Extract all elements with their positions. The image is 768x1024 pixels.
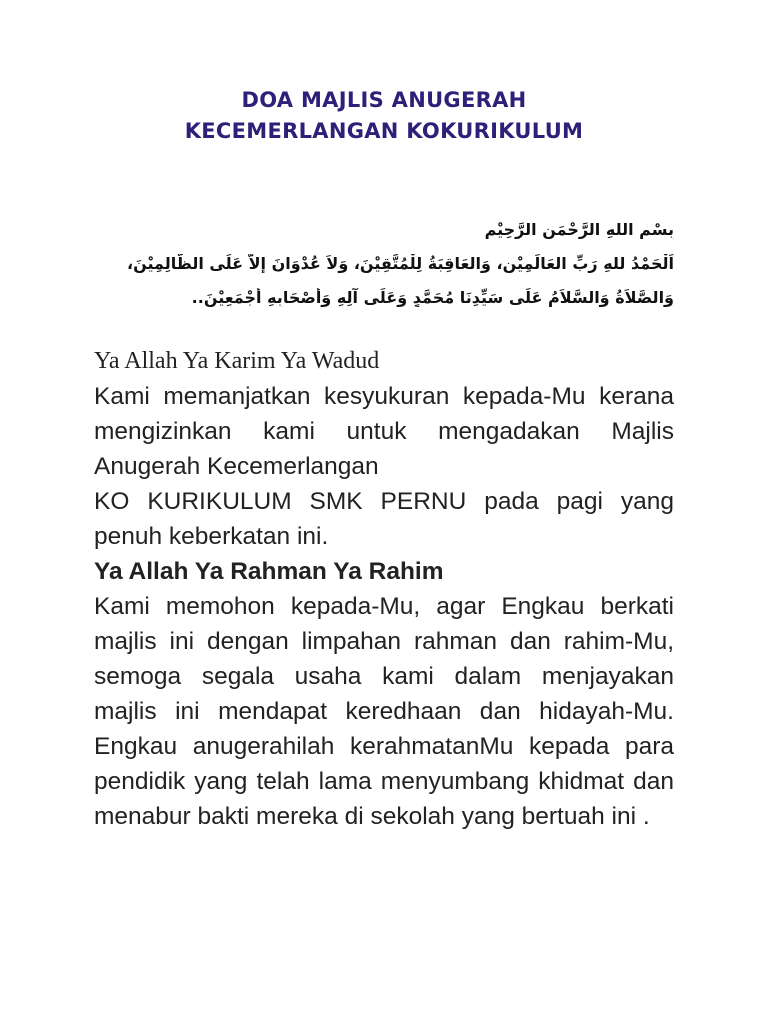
document-title-line-1: DOA MAJLIS ANUGERAH	[241, 88, 527, 112]
prayer-body	[94, 379, 674, 834]
invocation-ya-rahman: Ya Allah Ya Rahman Ya Rahim	[94, 558, 444, 585]
document-title-line-2: KECEMERLANGAN KOKURIKULUM	[184, 119, 584, 143]
invocation-ya-karim: Ya Allah Ya Karim Ya Wadud	[94, 348, 380, 374]
arabic-praise-line: اَلْحَمْدُ للهِ رَبِّ العَالَمِيْن، وَالعَاقِبَةُ لِلْمُتَّقِيْنَ، وَلاَ عُدْوَانَ إِلاَّ عَلَى الظَّالِمِيْنَ،	[127, 254, 674, 273]
arabic-salawat-line: وَالصَّلاَةُ وَالسَّلاَمُ عَلَى سَيِّدِنَا مُحَمَّدٍ وَعَلَى آلِهِ وَأَصْحَابِهِ أَجْمَعِيْنَ..	[191, 288, 674, 307]
paragraph-event-name: KO KURIKULUM SMK PERNU pada pagi yang penuh keberkatan ini.	[94, 488, 674, 550]
arabic-basmala: بِسْمِ اللهِ الرَّحْمَنِ الرَّحِيْمِ	[484, 220, 674, 239]
paragraph-supplication: Kami memohon kepada-Mu, agar Engkau berkati majlis ini dengan limpahan rahman dan rahim-Mu, semoga segala usaha kami dalam menjayakan majlis ini mendapat keredhaan dan hidayah-Mu. Engkau anugerahilah kerahmatanMu kepada para pendidik yang telah lama menyumbang khidmat dan menabur bakti mereka di sekolah yang bertuah ini .	[94, 593, 674, 830]
paragraph-gratitude: Kami memanjatkan kesyukuran kepada-Mu kerana mengizinkan kami untuk mengadakan Majlis Anugerah Kecemerlangan	[94, 383, 674, 480]
